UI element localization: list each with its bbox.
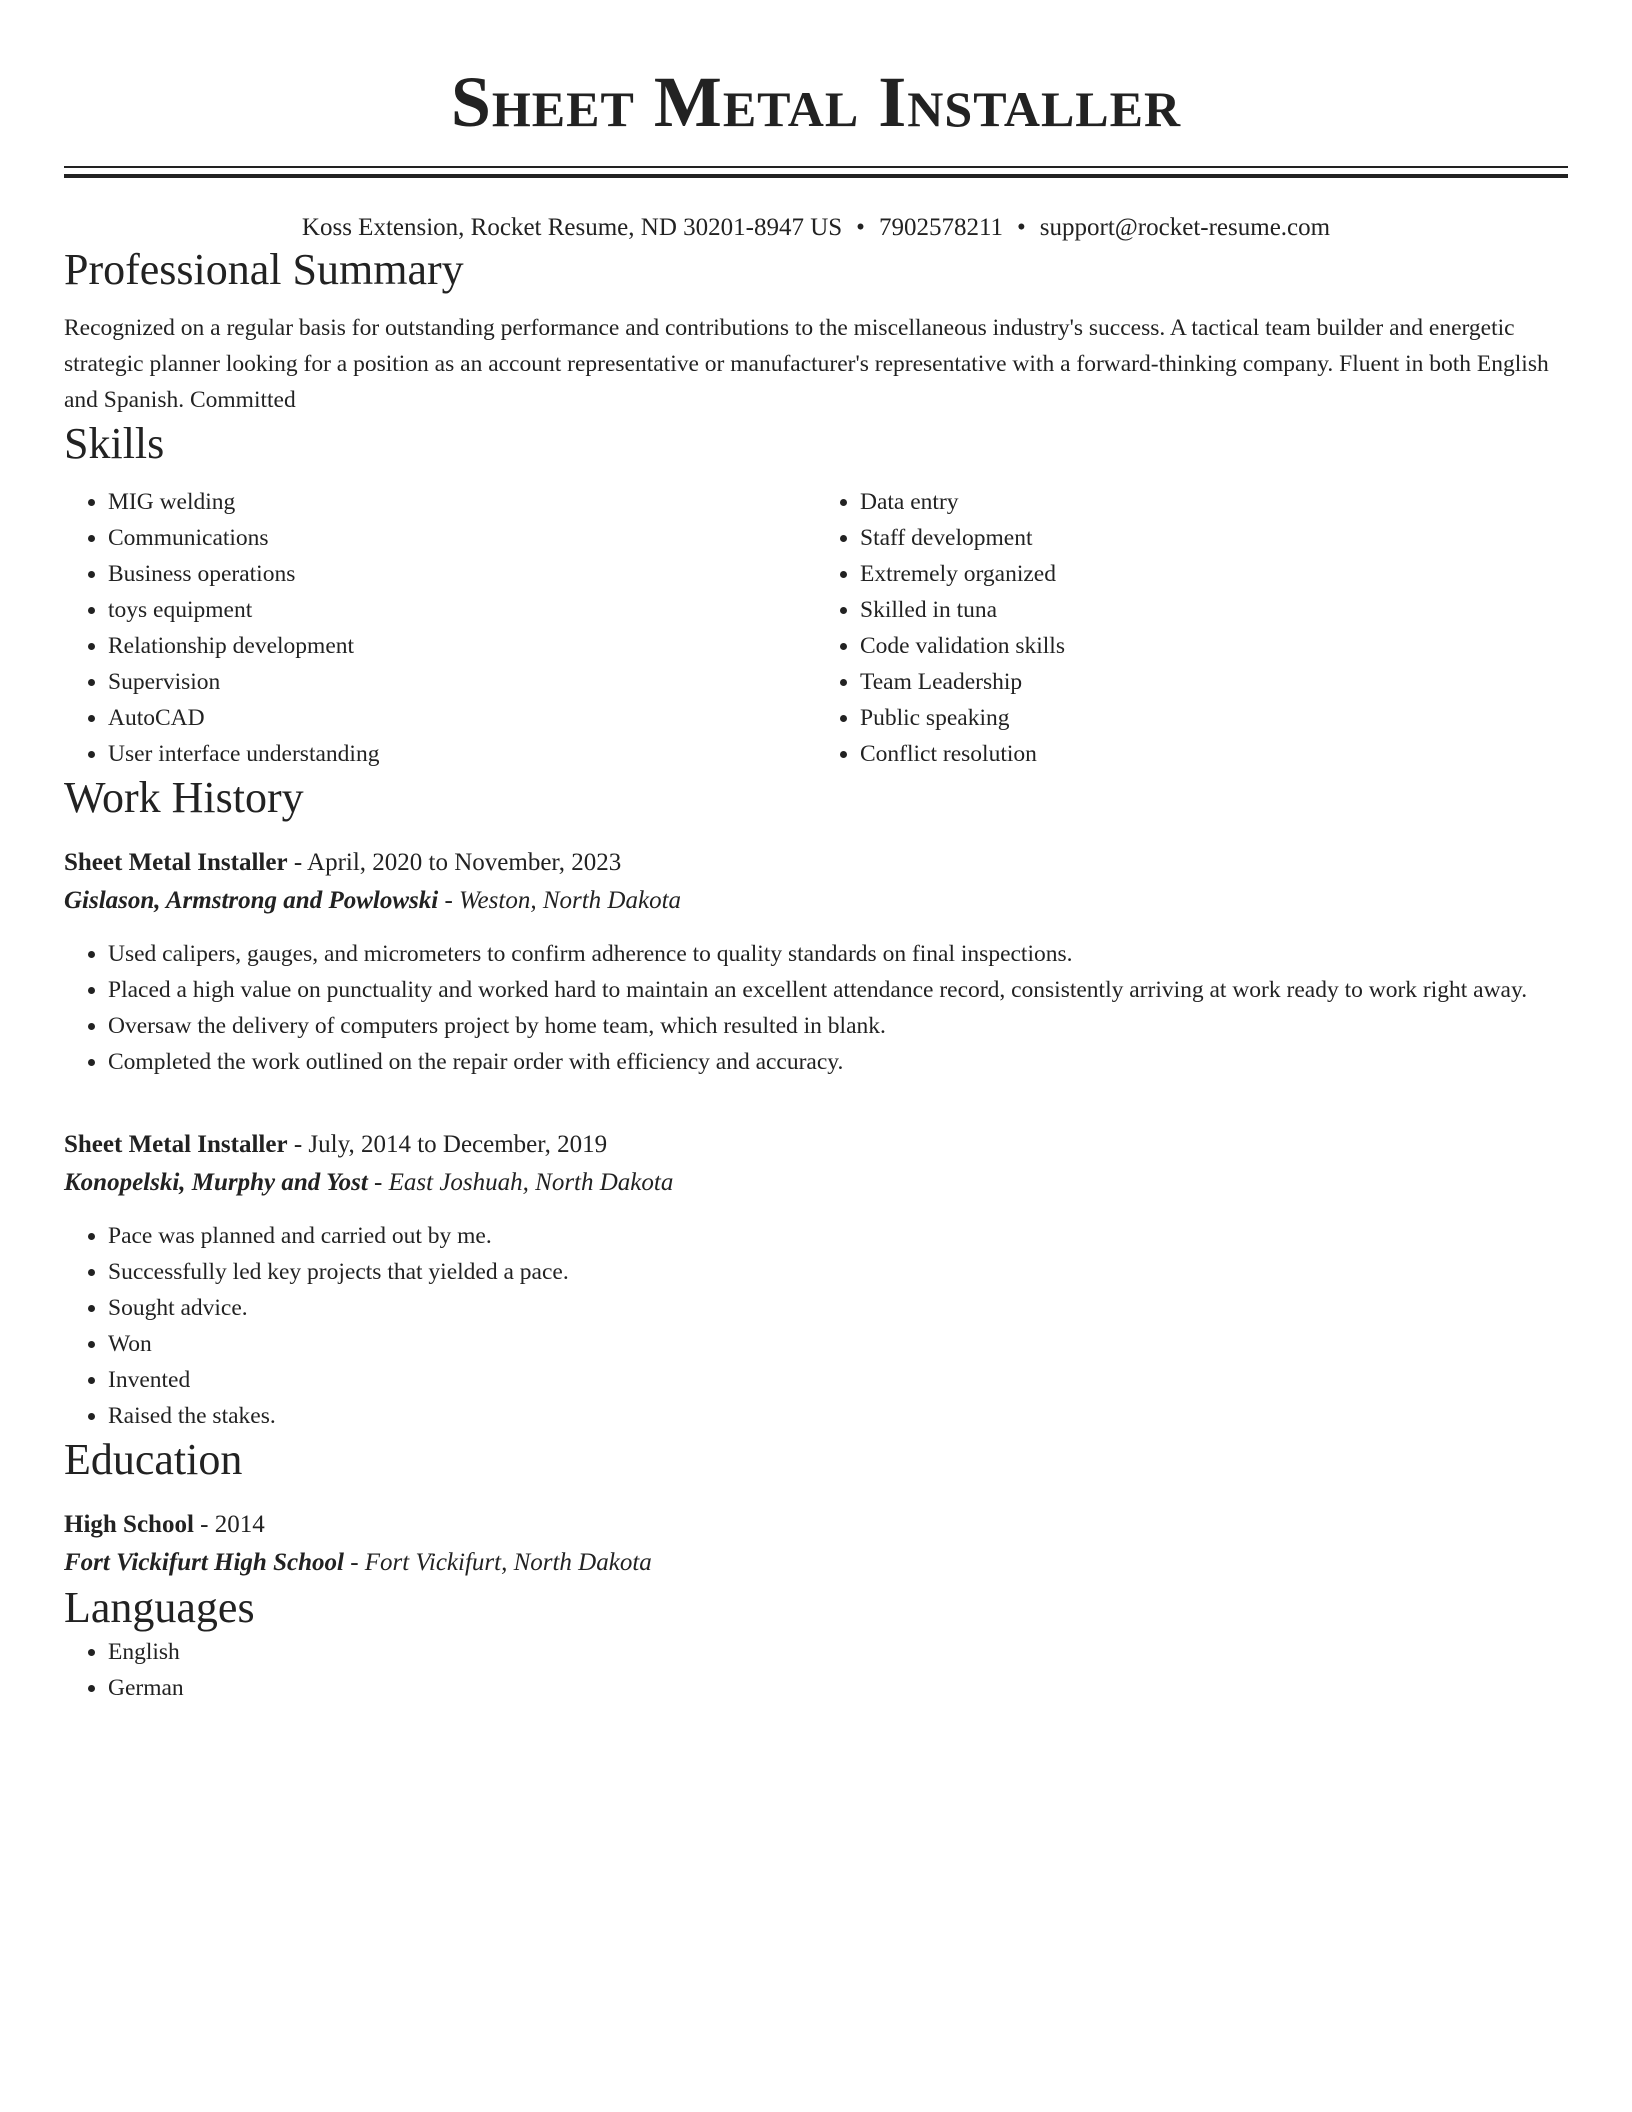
job-title-line [64,844,1568,882]
job-duties-list [64,1218,1568,1434]
job-title-line [64,1126,1568,1164]
language-item: • German [108,1670,1568,1706]
job-duties-list [64,936,1568,1080]
job-duty: • Oversaw the delivery of computers project by home team, which resulted in blank. [108,1008,1568,1044]
company-location: - Weston, North Dakota [438,887,682,914]
job-dates: - July, 2014 to December, 2019 [287,1131,608,1158]
header-rule-thick [64,174,1568,178]
skill-item: • Team Leadership [860,664,1568,700]
job-duty: • Raised the stakes. [108,1398,1568,1434]
skill-item: • Staff development [860,520,1568,556]
contact-separator: • [856,214,865,241]
company-name: Gislason, Armstrong and Powlowski [64,887,439,914]
skill-item: • Business operations [108,556,816,592]
education-entry [64,1506,1568,1582]
contact-line [64,212,1568,244]
job-duty: • Used calipers, gauges, and micrometers to confirm adherence to quality standards on final inspections. [108,936,1568,972]
education-heading: Education [64,1435,243,1484]
skill-item: • Supervision [108,664,816,700]
skills-list-right [816,484,1568,772]
school-location: - Fort Vickifurt, North Dakota [343,1549,652,1576]
languages-heading: Languages [64,1583,255,1632]
skill-item: • Extremely organized [860,556,1568,592]
summary-text: Recognized on a regular basis for outstanding performance and contributions to the miscellaneous industry's success. A tactical team builder and energetic strategic planner looking for a position as an account representative or manufacturer's representative with a forward-thinking company. Fluent in both English and Spanish. Committed [64,315,1549,413]
job-duty: • Invented [108,1362,1568,1398]
skills-columns [64,484,1568,772]
skill-item: • User interface understanding [108,736,816,772]
skill-item: • Conflict resolution [860,736,1568,772]
company-name: Konopelski, Murphy and Yost [64,1169,368,1196]
job-duty: • Completed the work outlined on the repair order with efficiency and accuracy. [108,1044,1568,1080]
degree: High School [64,1511,194,1538]
work-history-heading: Work History [64,773,304,822]
skills-list-left [64,484,816,772]
contact-email: support@rocket-resume.com [1039,214,1331,241]
contact-phone: 7902578211 [878,214,1004,241]
company-line [64,882,1568,920]
job-duty: • Won [108,1326,1568,1362]
company-location: - East Joshuah, North Dakota [367,1169,674,1196]
summary-heading: Professional Summary [64,245,464,294]
job-duty: • Successfully led key projects that yielded a pace. [108,1254,1568,1290]
job-duty: • Placed a high value on punctuality and worked hard to maintain an excellent attendance record, consistently arriving at work ready to work right away. [108,972,1568,1008]
header-divider [64,166,1568,178]
school-name: Fort Vickifurt High School [64,1549,344,1576]
skill-item: • Skilled in tuna [860,592,1568,628]
school-line [64,1544,1568,1582]
job-dates: - April, 2020 to November, 2023 [287,849,622,876]
languages-list [64,1634,1568,1706]
skill-item: • Public speaking [860,700,1568,736]
job-duty: • Pace was planned and carried out by me. [108,1218,1568,1254]
language-item: • English [108,1634,1568,1670]
skill-item: • Communications [108,520,816,556]
contact-separator: • [1017,214,1026,241]
skill-item: • Relationship development [108,628,816,664]
skill-item: • Code validation skills [860,628,1568,664]
job-title: Sheet Metal Installer [64,1131,288,1158]
degree-line [64,1506,1568,1544]
job-entry [64,844,1568,1080]
skill-item: • Data entry [860,484,1568,520]
job-entry [64,1126,1568,1434]
skills-heading: Skills [64,419,165,468]
graduation-year: - 2014 [193,1511,265,1538]
skill-item: • toys equipment [108,592,816,628]
company-line [64,1164,1568,1202]
job-title: Sheet Metal Installer [64,849,288,876]
header-rule-thin [64,166,1568,168]
resume-name: Sheet Metal Installer [450,62,1182,142]
job-duty: • Sought advice. [108,1290,1568,1326]
contact-address: Koss Extension, Rocket Resume, ND 30201-8947 US [301,214,843,241]
skill-item: • MIG welding [108,484,816,520]
skill-item: • AutoCAD [108,700,816,736]
